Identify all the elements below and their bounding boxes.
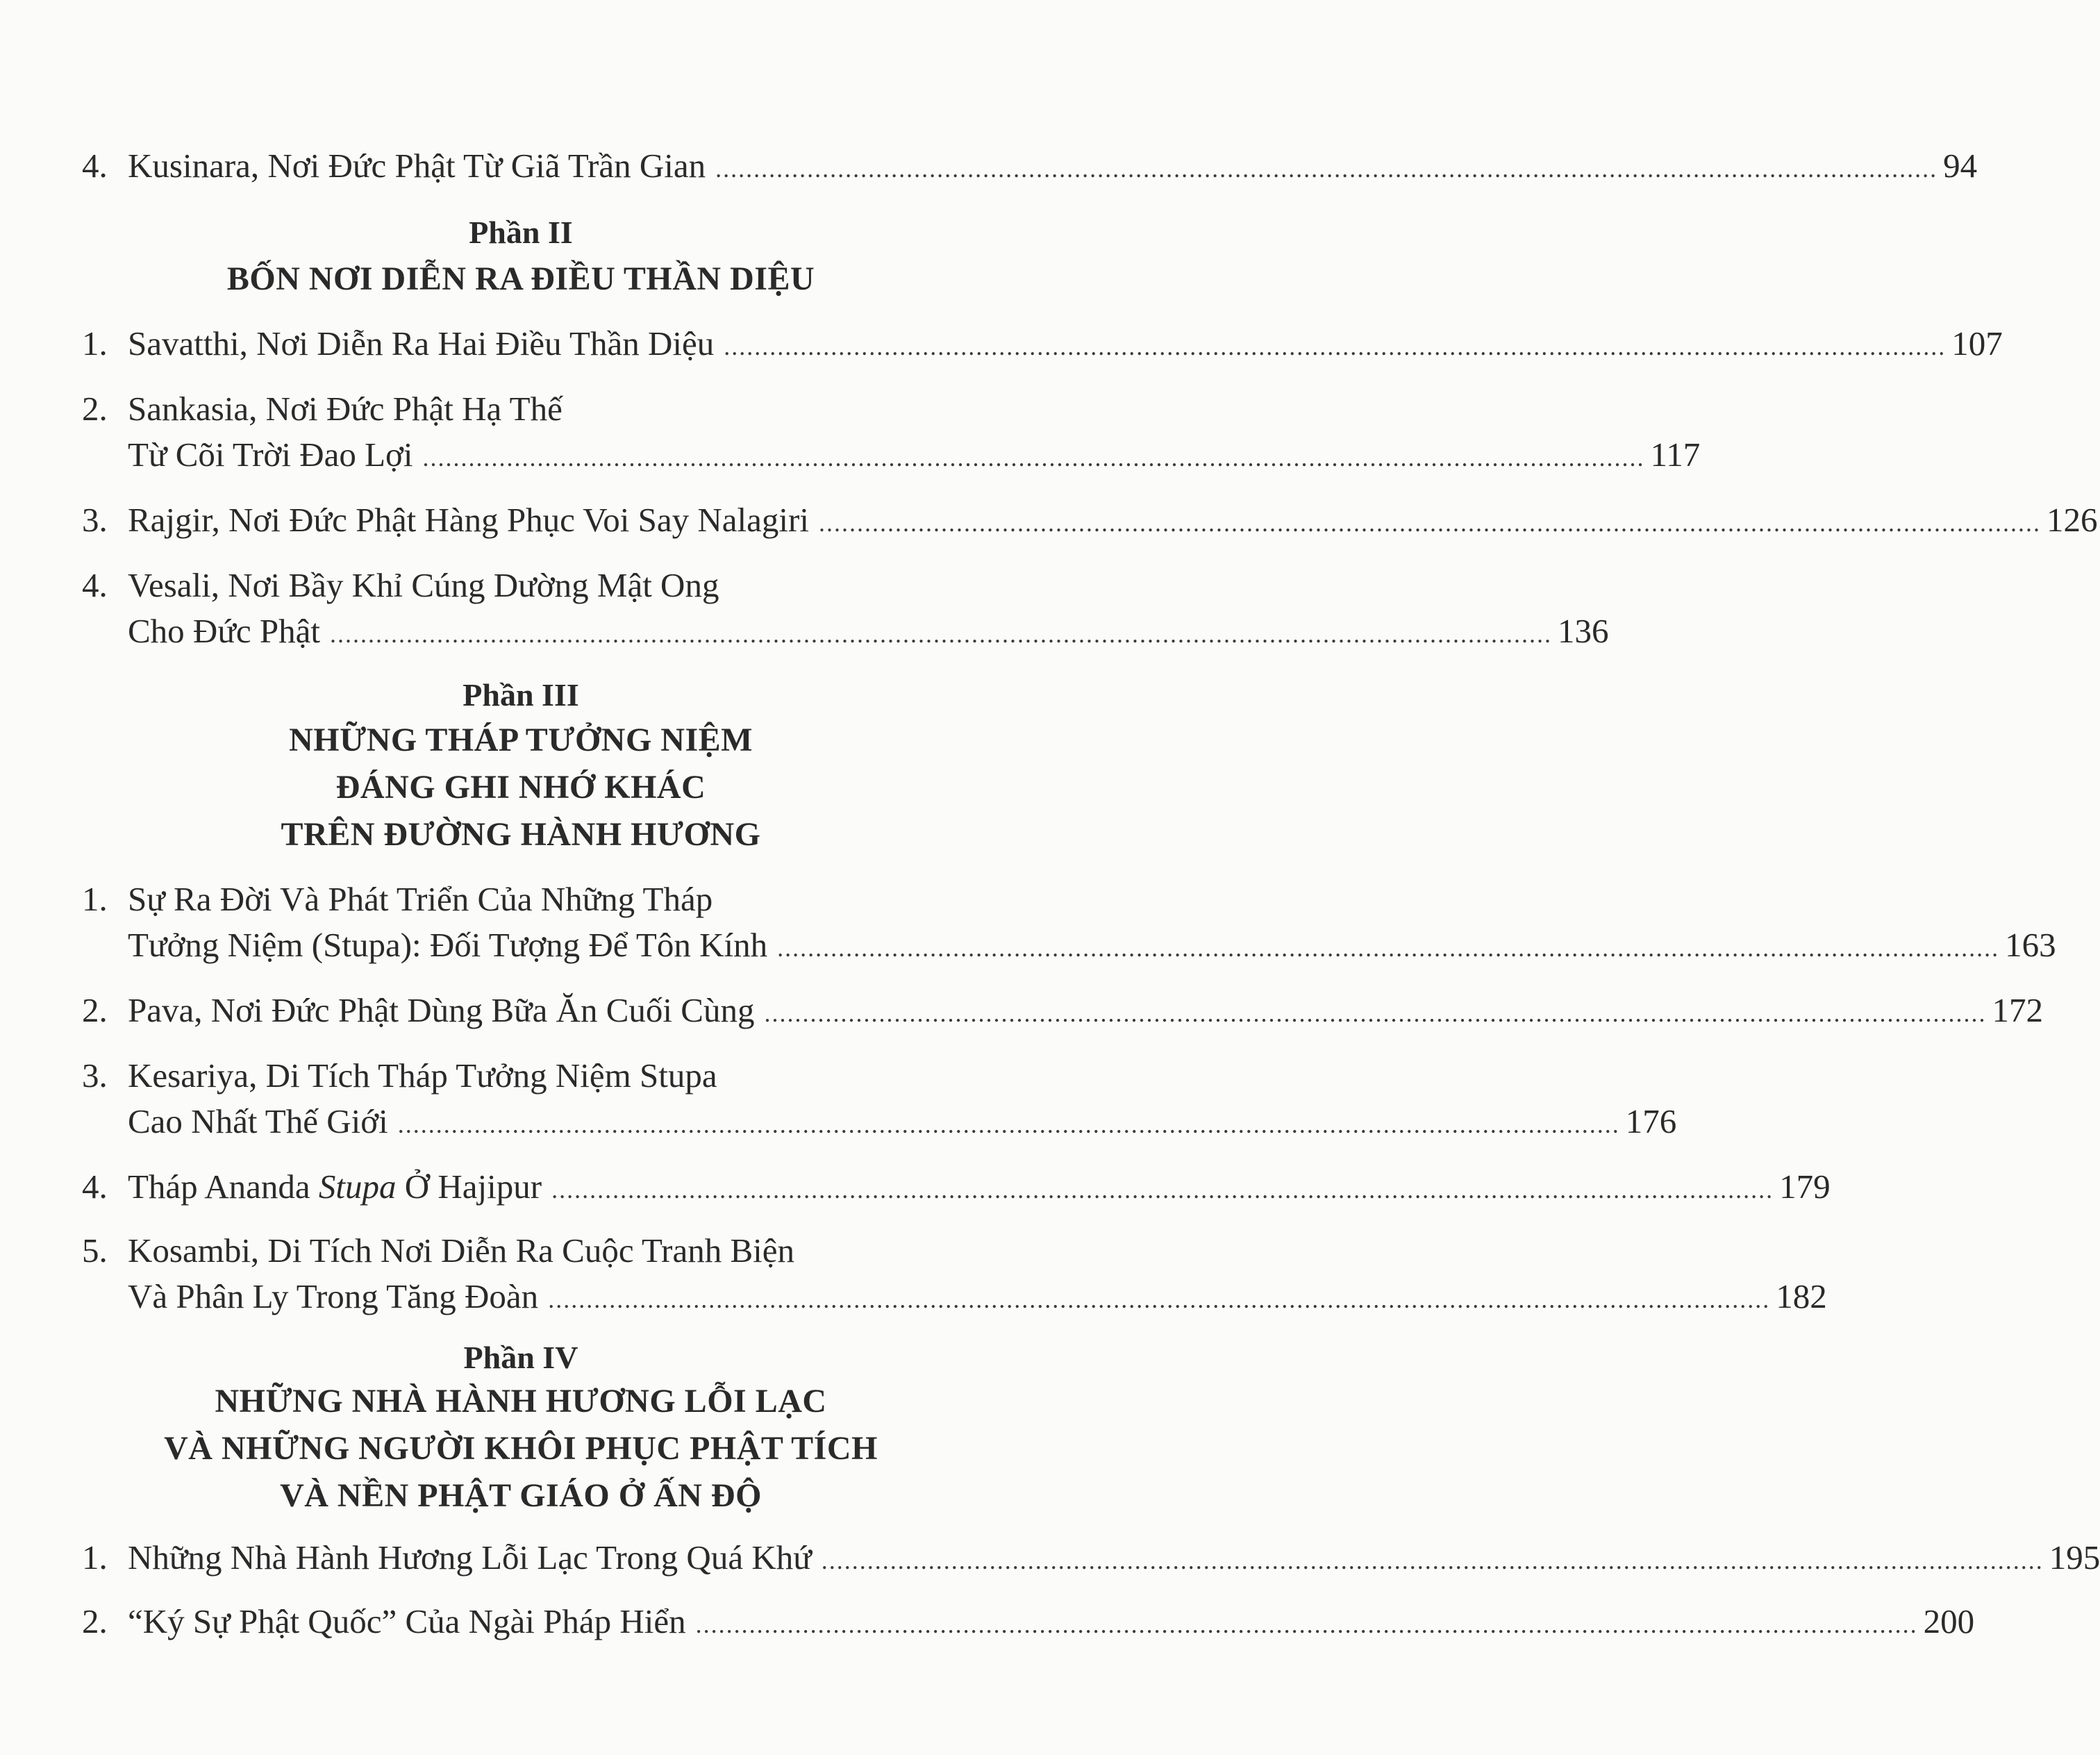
page-number: 136: [1558, 612, 1609, 650]
part-heading-line: NHỮNG NHÀ HÀNH HƯƠNG LỖI LẠC: [215, 1383, 827, 1420]
dot-leader: ................................................................................................................................................................: [397, 1111, 1620, 1138]
page-number: 195: [2049, 1538, 2100, 1577]
toc-entry: [82, 563, 1609, 654]
entry-number: 3.: [82, 1056, 108, 1095]
entry-title-line: Kesariya, Di Tích Tháp Tưởng Niệm Stupa: [128, 1056, 717, 1095]
toc-entry: [82, 497, 2098, 543]
entry-title: [128, 1164, 542, 1210]
entry-title: Cao Nhất Thế Giới: [128, 1102, 388, 1140]
page-number: 107: [1951, 324, 2003, 363]
entry-title: Savatthi, Nơi Diễn Ra Hai Điều Thần Diệu: [128, 324, 715, 363]
part-title: Phần II: [469, 215, 573, 250]
entry-title-line: Sự Ra Đời Và Phát Triển Của Những Tháp: [128, 880, 713, 918]
page-number: 117: [1650, 435, 1701, 474]
part-title: Phần III: [462, 677, 579, 713]
part-heading-line: ĐÁNG GHI NHỚ KHÁC: [335, 769, 706, 806]
page-number: 94: [1943, 147, 1978, 185]
entry-number: 4.: [82, 1167, 108, 1206]
entry-title: Và Phân Ly Trong Tăng Đoàn: [128, 1277, 539, 1315]
toc-entry: [82, 988, 2043, 1033]
dot-leader: ................................................................................................................................................................: [695, 1611, 1918, 1638]
entry-title-part: Ở Hajipur: [396, 1167, 542, 1206]
part-heading: [0, 717, 1042, 858]
toc-entry: [82, 386, 1701, 478]
toc-entry: [82, 1535, 2100, 1581]
page-number: 172: [1992, 991, 2043, 1029]
entry-title-italic: Stupa: [318, 1167, 397, 1206]
entry-number: 1.: [82, 880, 108, 918]
toc-entry: [82, 876, 2056, 968]
part-title: Phần IV: [463, 1340, 578, 1375]
page-number: 182: [1776, 1277, 1827, 1315]
entry-title: Cho Đức Phật: [128, 612, 320, 650]
toc-entry: [82, 1053, 1677, 1145]
toc-entry: [82, 1599, 1975, 1645]
entry-title-line: Kosambi, Di Tích Nơi Diễn Ra Cuộc Tranh Biện: [128, 1231, 795, 1270]
part-heading-line: VÀ NHỮNG NGƯỜI KHÔI PHỤC PHẬT TÍCH: [164, 1430, 878, 1467]
entry-title: Tưởng Niệm (Stupa): Đối Tượng Để Tôn Kính: [128, 926, 768, 964]
entry-title: Kusinara, Nơi Đức Phật Từ Giã Trần Gian: [128, 147, 706, 185]
entry-title: Từ Cõi Trời Đao Lợi: [128, 435, 413, 474]
entry-number: 1.: [82, 324, 108, 363]
dot-leader: ................................................................................................................................................................: [422, 444, 1645, 472]
entry-title: Rajgir, Nơi Đức Phật Hàng Phục Voi Say Nalagiri: [128, 501, 809, 539]
dot-leader: ................................................................................................................................................................: [777, 934, 2000, 962]
entry-number: 2.: [82, 1602, 108, 1640]
entry-title: “Ký Sự Phật Quốc” Của Ngài Pháp Hiển: [128, 1602, 686, 1640]
page-number: 163: [2005, 926, 2056, 964]
part-heading-line: NHỮNG THÁP TƯỞNG NIỆM: [289, 722, 753, 758]
dot-leader: ................................................................................................................................................................: [724, 333, 1947, 360]
dot-leader: ................................................................................................................................................................: [548, 1286, 1771, 1313]
entry-number: 4.: [82, 147, 108, 185]
toc-entry: [82, 143, 1978, 189]
entry-title: Những Nhà Hành Hương Lỗi Lạc Trong Quá Khứ: [128, 1538, 812, 1577]
part-heading: [0, 1378, 1042, 1520]
dot-leader: ................................................................................................................................................................: [330, 620, 1552, 648]
page-number: 200: [1923, 1602, 1975, 1640]
dot-leader: ................................................................................................................................................................: [821, 1547, 2044, 1574]
part-heading: [0, 256, 1042, 303]
entry-title-part: Tháp Ananda: [128, 1167, 319, 1206]
toc-entry: [82, 321, 2003, 367]
dot-leader: ................................................................................................................................................................: [551, 1176, 1774, 1204]
entry-number: 2.: [82, 390, 108, 428]
toc-entry: [82, 1228, 1827, 1320]
entry-number: 1.: [82, 1538, 108, 1577]
part-heading-line: VÀ NỀN PHẬT GIÁO Ở ẤN ĐỘ: [280, 1477, 762, 1514]
entry-number: 4.: [82, 566, 108, 604]
part-heading-line: TRÊN ĐƯỜNG HÀNH HƯƠNG: [281, 816, 761, 853]
dot-leader: ................................................................................................................................................................: [764, 999, 1987, 1027]
page-number: 179: [1779, 1167, 1831, 1206]
entry-title: Pava, Nơi Đức Phật Dùng Bữa Ăn Cuối Cùng: [128, 991, 755, 1029]
entry-title-line: Vesali, Nơi Bầy Khỉ Cúng Dường Mật Ong: [128, 566, 719, 604]
dot-leader: ................................................................................................................................................................: [818, 509, 2041, 537]
entry-number: 2.: [82, 991, 108, 1029]
page-number: 176: [1625, 1102, 1677, 1140]
entry-number: 5.: [82, 1231, 108, 1270]
entry-title-line: Sankasia, Nơi Đức Phật Hạ Thế: [128, 390, 562, 428]
part-heading-line: BỐN NƠI DIỄN RA ĐIỀU THẦN DIỆU: [226, 260, 815, 297]
toc-entry: [82, 1164, 1831, 1210]
entry-number: 3.: [82, 501, 108, 539]
page-number: 126: [2046, 501, 2098, 539]
dot-leader: ................................................................................................................................................................: [715, 155, 1938, 183]
